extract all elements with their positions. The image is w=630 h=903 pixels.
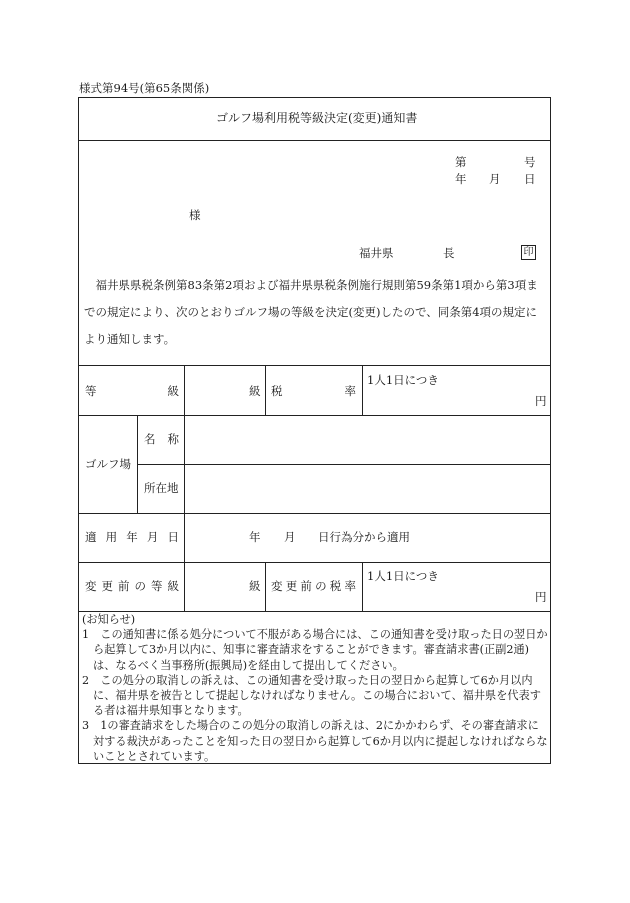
effective-date-label: 適 用 年 月 日: [85, 530, 179, 544]
notice-section: [82, 612, 549, 764]
form-number: 様式第94号(第65条関係): [79, 81, 210, 95]
prev-rate-yen: 円: [535, 590, 547, 604]
prev-tax-rate-label: 変更前の税率: [271, 579, 356, 593]
col-line-grade-1: [265, 365, 266, 415]
col-line-rate-1: [362, 365, 363, 415]
issuer-title: 長: [443, 246, 455, 260]
number-prefix: 第: [455, 155, 467, 169]
body-paragraph: 福井県県税条例第83条第2項および福井県県税条例施行規則第59条第1項から第3項までの規定により、次のとおりゴルフ場の等級を決定(変更)したので、同条第4項の規定により通知します。: [84, 278, 538, 346]
row-line-4: [78, 513, 551, 514]
prev-rate-per-person: 1人1日につき: [367, 569, 439, 583]
recipient-honorific: 様: [189, 208, 201, 222]
tax-rate-label: 税 率: [271, 384, 356, 398]
col-line-grade-2: [265, 562, 266, 611]
row-line-3: [137, 464, 551, 465]
issuer-prefecture: 福井県: [359, 246, 394, 260]
row-line-2: [78, 415, 551, 416]
date-day: 日: [524, 172, 536, 186]
name-label: 名 称: [144, 432, 179, 446]
effective-text: 日行為分から適用: [318, 530, 410, 544]
location-label: 所在地: [144, 481, 179, 495]
grade-label: 等 級: [85, 384, 179, 398]
col-line-label: [184, 365, 185, 611]
rate-per-person: 1人1日につき: [367, 373, 439, 387]
notice-item: 2 この処分の取消しの訴えは、この通知書を受け取った日の翌日から起算して6か月以内に、福井県を被告として提起しなければなりません。この場合において、福井県を代表する者は福井県知事となります。: [82, 673, 541, 718]
number-suffix: 号: [524, 155, 536, 169]
effective-year: 年: [249, 530, 261, 544]
effective-month: 月: [284, 530, 296, 544]
golf-course-label: ゴルフ場: [85, 457, 131, 471]
grade-unit: 級: [249, 384, 261, 398]
row-line-1: [78, 365, 551, 366]
date-year: 年: [455, 172, 467, 186]
title-divider: [78, 140, 551, 141]
prev-grade-label: 変更前の等級: [85, 579, 179, 593]
date-month: 月: [489, 172, 501, 186]
col-line-rate-2: [362, 562, 363, 611]
notice-item: 3 1の審査請求をした場合のこの処分の取消しの訴えは、2にかかわらず、その審査請求に対する裁決があったことを知った日の翌日から起算して6か月以内に提起しなければならないこととされています。: [82, 719, 548, 763]
prev-grade-unit: 級: [249, 579, 261, 593]
rate-yen: 円: [535, 394, 547, 408]
row-line-5: [78, 562, 551, 563]
col-line-golf: [137, 415, 138, 513]
notice-item: 1 この通知書に係る処分について不服がある場合には、この通知書を受け取った日の翌日から起算して3か月以内に、知事に審査請求をすることができます。審査請求書(正副2通)は、なるべく当事務所(振興局)を経由して提出してください。: [82, 628, 548, 672]
form-title: ゴルフ場利用税等級決定(変更)通知書: [216, 111, 418, 125]
seal-stamp: 印: [521, 245, 536, 260]
notice-heading: (お知らせ): [82, 613, 136, 626]
